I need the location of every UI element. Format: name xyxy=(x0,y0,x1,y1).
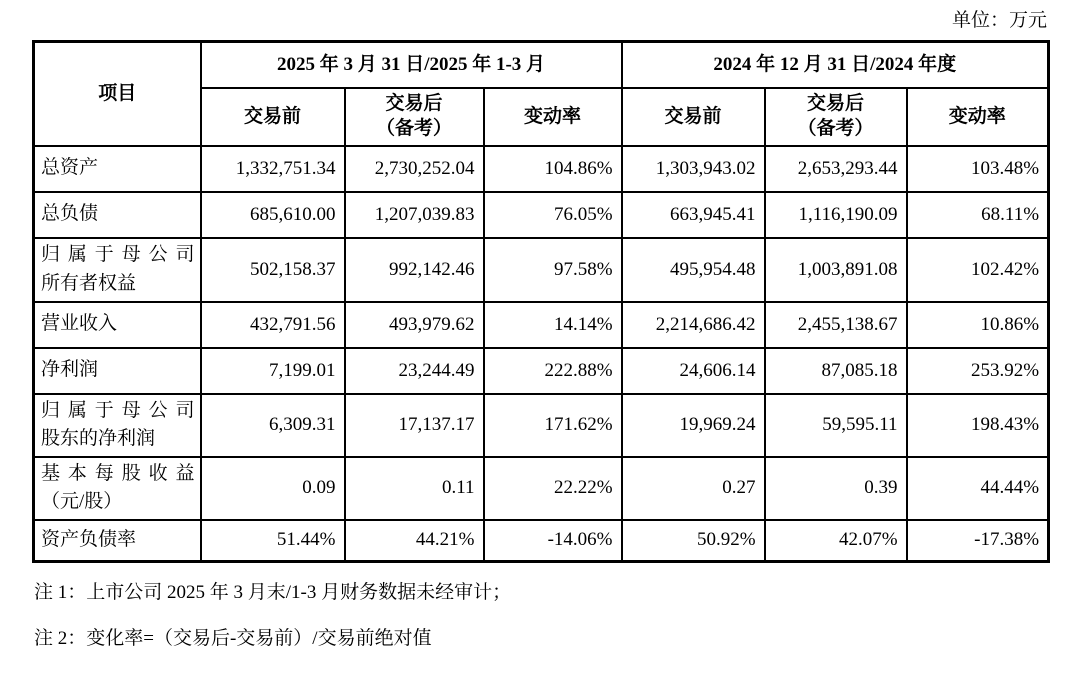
table-row-revenue xyxy=(34,302,1049,348)
cell: 44.21% xyxy=(345,520,484,562)
cell: 104.86% xyxy=(484,146,622,192)
column-group-2025: 2025 年 3 月 31 日/2025 年 1-3 月 xyxy=(201,42,622,88)
cell: 10.86% xyxy=(907,302,1049,348)
column-header-post-2024: 交易后 （备考） xyxy=(765,88,907,146)
table-row-total-assets xyxy=(34,146,1049,192)
cell: 1,003,891.08 xyxy=(765,238,907,302)
cell: 102.42% xyxy=(907,238,1049,302)
cell: 44.44% xyxy=(907,457,1049,520)
column-header-change-2025: 变动率 xyxy=(484,88,622,146)
cell: 68.11% xyxy=(907,192,1049,238)
row-label: 归属于母公司 股东的净利润 xyxy=(34,394,201,457)
table-row-basic-eps xyxy=(34,457,1049,520)
cell: 17,137.17 xyxy=(345,394,484,457)
cell: 253.92% xyxy=(907,348,1049,394)
cell: 992,142.46 xyxy=(345,238,484,302)
row-label: 总资产 xyxy=(34,146,201,192)
table-row-parent-net-profit xyxy=(34,394,1049,457)
cell: 2,730,252.04 xyxy=(345,146,484,192)
column-group-2024: 2024 年 12 月 31 日/2024 年度 xyxy=(622,42,1049,88)
table-row-net-profit xyxy=(34,348,1049,394)
cell: 97.58% xyxy=(484,238,622,302)
cell: -17.38% xyxy=(907,520,1049,562)
row-label: 资产负债率 xyxy=(34,520,201,562)
cell: 42.07% xyxy=(765,520,907,562)
cell: 0.39 xyxy=(765,457,907,520)
cell: 50.92% xyxy=(622,520,765,562)
cell: 2,455,138.67 xyxy=(765,302,907,348)
row-label: 营业收入 xyxy=(34,302,201,348)
cell: 0.11 xyxy=(345,457,484,520)
cell: 1,207,039.83 xyxy=(345,192,484,238)
column-header-change-2024: 变动率 xyxy=(907,88,1049,146)
cell: 6,309.31 xyxy=(201,394,345,457)
cell: 1,303,943.02 xyxy=(622,146,765,192)
cell: 76.05% xyxy=(484,192,622,238)
table-row-total-liabilities xyxy=(34,192,1049,238)
cell: 22.22% xyxy=(484,457,622,520)
row-label: 归属于母公司 所有者权益 xyxy=(34,238,201,302)
cell: 14.14% xyxy=(484,302,622,348)
row-label: 基本每股收益 （元/股） xyxy=(34,457,201,520)
cell: 171.62% xyxy=(484,394,622,457)
footnote-2: 注 2：变化率=（交易后-交易前）/交易前绝对值 xyxy=(34,628,432,649)
cell: 59,595.11 xyxy=(765,394,907,457)
cell: 0.09 xyxy=(201,457,345,520)
column-header-pre-2025: 交易前 xyxy=(201,88,345,146)
column-header-post-2025: 交易后 （备考） xyxy=(345,88,484,146)
cell: 663,945.41 xyxy=(622,192,765,238)
cell: 19,969.24 xyxy=(622,394,765,457)
cell: 495,954.48 xyxy=(622,238,765,302)
cell: 685,610.00 xyxy=(201,192,345,238)
cell: 502,158.37 xyxy=(201,238,345,302)
cell: 493,979.62 xyxy=(345,302,484,348)
column-header-pre-2024: 交易前 xyxy=(622,88,765,146)
cell: 51.44% xyxy=(201,520,345,562)
row-label: 总负债 xyxy=(34,192,201,238)
cell: 222.88% xyxy=(484,348,622,394)
unit-label: 单位：万元 xyxy=(951,10,1047,31)
cell: 1,332,751.34 xyxy=(201,146,345,192)
cell: 0.27 xyxy=(622,457,765,520)
cell: 24,606.14 xyxy=(622,348,765,394)
cell: 198.43% xyxy=(907,394,1049,457)
column-header-item: 项目 xyxy=(34,42,201,146)
cell: 2,653,293.44 xyxy=(765,146,907,192)
cell: 103.48% xyxy=(907,146,1049,192)
cell: 1,116,190.09 xyxy=(765,192,907,238)
cell: 87,085.18 xyxy=(765,348,907,394)
table-row-parent-equity xyxy=(34,238,1049,302)
financial-comparison-table xyxy=(32,40,1050,563)
footnote-1: 注 1：上市公司 2025 年 3 月末/1-3 月财务数据未经审计； xyxy=(34,582,512,603)
table-row-debt-ratio xyxy=(34,520,1049,562)
footnotes xyxy=(34,580,1080,652)
cell: 7,199.01 xyxy=(201,348,345,394)
cell: -14.06% xyxy=(484,520,622,562)
cell: 2,214,686.42 xyxy=(622,302,765,348)
cell: 432,791.56 xyxy=(201,302,345,348)
row-label: 净利润 xyxy=(34,348,201,394)
cell: 23,244.49 xyxy=(345,348,484,394)
